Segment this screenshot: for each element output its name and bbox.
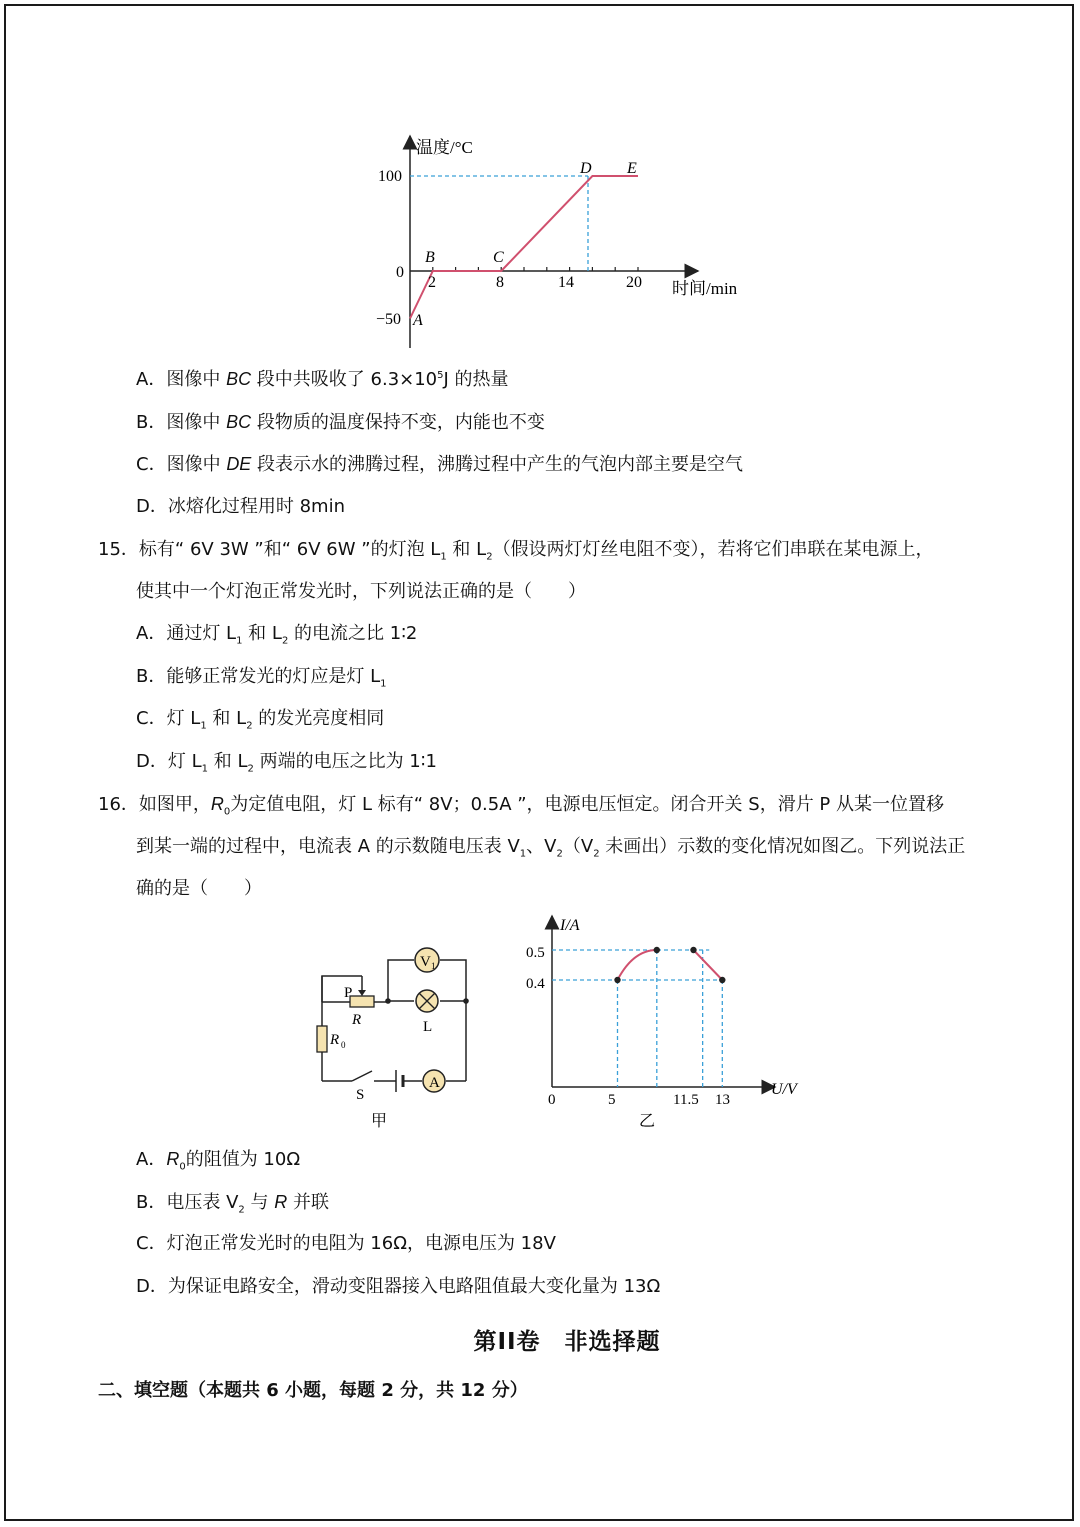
point-c-label: C <box>493 249 504 266</box>
x-tick-115: 11.5 <box>673 1092 699 1108</box>
current-voltage-graph <box>515 910 815 1135</box>
part2-heading: 第II卷 非选择题 <box>473 1329 661 1355</box>
curve-segment-1 <box>618 950 657 980</box>
q16-stem-line2: 到某一端的过程中，电流表 A 的示数随电压表 $V_1$、$V_2(V_2$ 未画出）示数的变化情况如图乙。下列说法正 <box>136 836 966 860</box>
circuit-caption: 甲 <box>371 1113 388 1130</box>
label-v1-sub: 1 <box>431 961 436 971</box>
q15-stem-line1: 15．标有“ 6V 3W ”和“ 6V 6W ”的灯泡 $L_1$ 和 $L_2$（假设两灯灯丝电阻不变），若将它们串联在某电源上， <box>98 539 934 563</box>
y-tick-04: 0.4 <box>526 976 545 992</box>
x-tick-8: 8 <box>496 274 504 291</box>
rheostat-r <box>350 996 374 1007</box>
junction-right <box>463 998 469 1004</box>
y-tick-100: 100 <box>378 168 402 185</box>
q14-option-a[interactable]: A．图像中 BC 段中共吸收了 $6.3\times 10^5J$ 的热量 <box>136 369 509 390</box>
slider-arrow <box>358 990 366 996</box>
section-fill-blank: 二、填空题（本题共 6 小题，每题 2 分，共 12 分） <box>98 1380 528 1401</box>
wire-v1-right <box>440 960 466 1001</box>
q16-option-a[interactable]: A．$R_0$的阻值为 10Ω <box>136 1149 301 1173</box>
q15-option-c[interactable]: C．灯 $L_1$ 和 $L_2$ 的发光亮度相同 <box>136 708 385 732</box>
temperature-curve <box>410 176 638 319</box>
point-e-label: E <box>627 160 637 177</box>
curve-segment-2 <box>693 950 722 980</box>
label-r0-sub: 0 <box>341 1040 346 1050</box>
q16-stem-line3: 确的是（ ） <box>136 878 262 899</box>
label-v1: V <box>420 954 431 970</box>
temperature-time-graph <box>370 128 760 358</box>
q15-option-d[interactable]: D．灯 $L_1$ 和 $L_2$ 两端的电压之比为 1∶1 <box>136 751 437 775</box>
point-b-label: B <box>425 249 435 266</box>
q14-option-c[interactable]: C．图像中 DE 段表示水的沸腾过程，沸腾过程中产生的气泡内部主要是空气 <box>136 454 744 475</box>
y-tick-0: 0 <box>396 264 404 281</box>
point-d-label: D <box>580 160 592 177</box>
q16-option-b[interactable]: B．电压表 $V_2$ 与 R 并联 <box>136 1192 329 1216</box>
label-l: L <box>423 1019 433 1035</box>
switch-arm <box>352 1071 372 1081</box>
y-tick-05: 0.5 <box>526 945 545 961</box>
q15-stem-line2: 使其中一个灯泡正常发光时，下列说法正确的是（ ） <box>136 581 586 602</box>
x-tick-13: 13 <box>715 1092 730 1108</box>
label-a: A <box>429 1075 440 1091</box>
junction-left <box>385 998 391 1004</box>
graph2-caption: 乙 <box>639 1113 656 1130</box>
label-r0: R <box>330 1032 340 1048</box>
y-tick-neg50: −50 <box>376 311 402 328</box>
x-tick-20: 20 <box>626 274 642 291</box>
q15-option-b[interactable]: B．能够正常发光的灯应是灯 $L_1$ <box>136 666 387 690</box>
label-p: P <box>344 985 353 1001</box>
iu-point <box>719 977 725 983</box>
x-tick-0: 0 <box>548 1092 556 1108</box>
iu-point <box>614 977 620 983</box>
x-tick-14: 14 <box>558 274 574 291</box>
q14-option-d[interactable]: D．冰熔化过程用时 8min <box>136 496 345 517</box>
q14-option-b[interactable]: B．图像中 BC 段物质的温度保持不变，内能也不变 <box>136 412 545 433</box>
x-axis-label: 时间/min <box>672 279 738 298</box>
guide-lines <box>552 950 722 1087</box>
circuit-diagram <box>300 940 500 1135</box>
label-s: S <box>356 1087 365 1103</box>
iu-curves <box>618 950 723 980</box>
q16-stem-line1: 16．如图甲，$R_0$为定值电阻，灯 L 标有“ 8V；0.5A ”，电源电压恒定。闭合开关 S，滑片 P 从某一位置移 <box>98 794 944 818</box>
x-tick-5: 5 <box>608 1092 616 1108</box>
label-r: R <box>352 1012 362 1028</box>
y-axis-label-2: I/A <box>560 917 580 934</box>
iu-point <box>654 947 660 953</box>
x-tick-2: 2 <box>428 274 436 291</box>
point-a-label: A <box>413 312 423 329</box>
resistor-r0 <box>317 1026 327 1052</box>
q16-option-c[interactable]: C．灯泡正常发光时的电阻为 16Ω，电源电压为 18V <box>136 1233 556 1254</box>
x-axis-label-2: U/V <box>771 1081 797 1098</box>
wire-v1-left <box>388 960 414 1001</box>
iu-point <box>690 947 696 953</box>
y-axis-label: 温度/°C <box>416 138 473 157</box>
q15-option-a[interactable]: A．通过灯 $L_1$ 和 $L_2$ 的电流之比 1∶2 <box>136 623 418 647</box>
q16-option-d[interactable]: D．为保证电路安全，滑动变阻器接入电路阻值最大变化量为 13Ω <box>136 1276 661 1297</box>
